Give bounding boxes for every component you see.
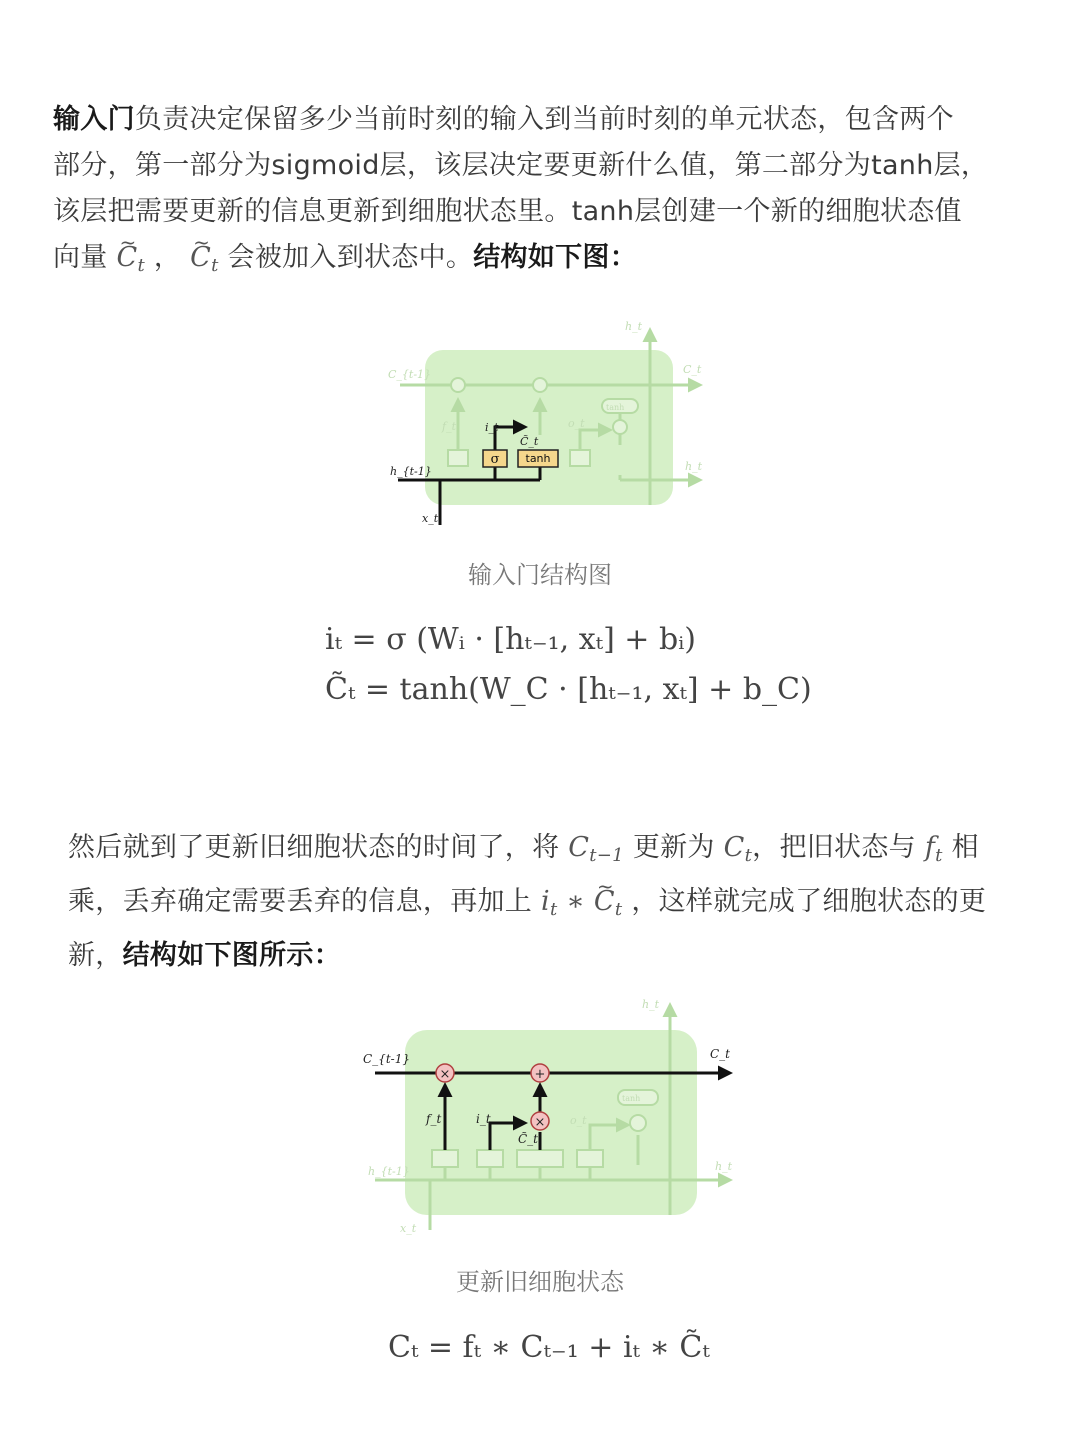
label-xt: x_t: [422, 512, 439, 525]
times-symbol-1: ×: [439, 1067, 451, 1082]
para2-line2-a: 乘，丢弃确定需要丢弃的信息，再加上: [68, 886, 533, 917]
para1-line1-text: 负责决定保留多少当前时刻的输入到当前时刻的单元状态，包含两个: [134, 104, 954, 135]
label-h-prev: h_{t-1}: [390, 465, 432, 478]
para1-line3: 该层把需要更新的信息更新到细胞状态里。tanh层创建一个新的细胞状态值: [53, 196, 962, 227]
math-c-prev: $C_{t-1}$: [568, 832, 624, 866]
label-c-t: C_t: [683, 363, 702, 376]
para2-line3: [68, 933, 1028, 979]
figure2-caption: 更新旧细胞状态: [456, 1268, 624, 1296]
formula-input-gate: [325, 622, 812, 707]
label2-h-prev: h_{t-1}: [368, 1165, 410, 1178]
label-tanh-cell: tanh: [606, 403, 625, 412]
label2-ht-top: h_t: [642, 998, 660, 1011]
label2-ft: f_t: [426, 1112, 442, 1126]
para2-line1-b: 更新为: [632, 832, 715, 863]
label2-xt: x_t: [400, 1222, 417, 1235]
tanh-label: tanh: [525, 452, 551, 465]
label2-ot: o_t: [570, 1114, 587, 1127]
label2-tanh-cell: tanh: [622, 1094, 641, 1103]
label-ft: f_t: [442, 420, 456, 433]
para2-line2-b: ，这样就完成了细胞状态的更: [631, 886, 987, 917]
para1-line4-sep: ，: [153, 242, 182, 273]
para1-line4-b: 会被加入到状态中。: [227, 242, 474, 273]
para2-line1-c: ，把旧状态与: [752, 832, 916, 863]
formula-it: iₜ = σ (Wᵢ · [hₜ₋₁, xₜ] + bᵢ): [325, 622, 696, 657]
label-ht-top: h_t: [625, 320, 643, 333]
input-gate-term: 输入门: [53, 104, 135, 135]
paragraph-input-gate: [53, 97, 1028, 289]
para1-line4: [53, 235, 1028, 289]
label-it: i_t: [485, 421, 499, 434]
math-c-tilde-t: ~ $C_t$: [117, 242, 146, 273]
times-symbol-2: ×: [534, 1115, 546, 1130]
para2-structure-bold: 结构如下图所示：: [122, 940, 342, 971]
math-c-t: $C_t$: [723, 832, 753, 866]
para1-line4-a: 向量: [53, 242, 108, 273]
para1-line1: [53, 97, 1028, 143]
label2-ht-right: h_t: [715, 1160, 733, 1173]
paragraph-update-cell: [68, 825, 1028, 979]
para1-structure-bold: 结构如下图：: [473, 242, 638, 273]
lstm-cell-box: [425, 350, 673, 505]
math-f-t: $f_t$: [924, 832, 943, 866]
input-gate-diagram: [380, 315, 720, 530]
formula-cell-update: Cₜ = fₜ ∗ Cₜ₋₁ + iₜ ∗ C̃ₜ: [388, 1330, 710, 1365]
para2-line3-a: 新，: [68, 940, 123, 971]
math-it-times-ctilde: $i_t$ ∗ ~ $C_t$: [541, 886, 622, 917]
label2-it: i_t: [476, 1112, 491, 1126]
label-ot: o_t: [568, 417, 585, 430]
label-ctilde: C̃_t: [520, 435, 539, 448]
label2-ctilde: C̃_t: [518, 1132, 539, 1146]
label-c-prev: C_{t-1}: [388, 368, 432, 381]
lstm-cell-box-2: [405, 1030, 697, 1215]
figure1-caption: 输入门结构图: [468, 561, 612, 589]
para2-line1-d: 相: [951, 832, 979, 863]
para2-line1-a: 然后就到了更新旧细胞状态的时间了，将: [68, 832, 560, 863]
math-c-tilde-t-2: ~ $C_t$: [190, 242, 219, 273]
update-cell-diagram: [360, 990, 740, 1240]
label-ht-right: h_t: [685, 460, 703, 473]
label2-c-prev: C_{t-1}: [363, 1052, 410, 1066]
formula-ctilde: C̃ₜ = tanh(W_C · [hₜ₋₁, xₜ] + b_C): [325, 672, 812, 707]
para2-line2: [68, 879, 1028, 933]
sigma-label: σ: [490, 452, 500, 467]
para1-line2: 部分，第一部分为sigmoid层，该层决定要更新什么值，第二部分为tanh层，: [53, 150, 989, 181]
para2-line1: [68, 825, 1028, 879]
label2-c-t: C_t: [710, 1047, 731, 1061]
plus-symbol: +: [534, 1067, 546, 1082]
